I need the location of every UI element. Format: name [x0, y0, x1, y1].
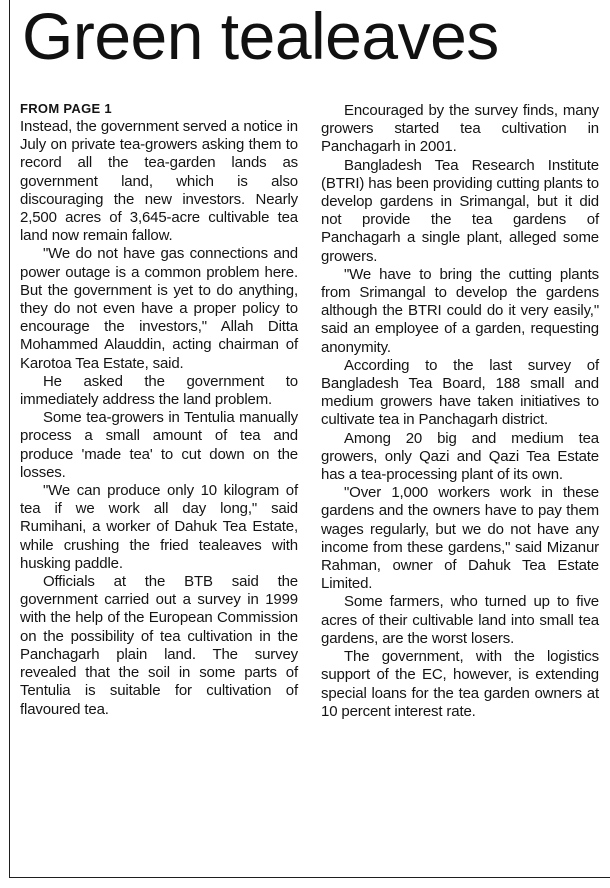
paragraph: "We have to bring the cutting plants from Srimangal to develop the gardens although the BTRI could do it very easily," said an employee of a garden, requesting anonymity.	[321, 265, 599, 356]
paragraph: "We can produce only 10 kilogram of tea if we work all day long," said Rumihani, a worker of Dahuk Tea Estate, while crushing the fried tealeaves with husking paddle.	[20, 482, 298, 572]
paragraph: The government, with the logistics support of the EC, however, is extending special loans for the tea garden owners at 10 percent interest rate.	[321, 648, 599, 720]
paragraph: "Over 1,000 workers work in these gardens and the owners have to pay them wages regularly, but we do not have any income from these gardens," said Mizanur Rahman, owner of Dahuk Tea Estate Limited.	[321, 484, 599, 593]
paragraph: Among 20 big and medium tea growers, only Qazi and Qazi Tea Estate has a tea-processing plant of its own.	[321, 429, 599, 484]
paragraph: Officials at the BTB said the government carried out a survey in 1999 with the help of the European Commission on the possibility of tea cultivation in the Panchagarh plain land. The survey revealed that the soil in some parts of Tentulia is suitable for cultivation of flavoured tea.	[20, 573, 298, 718]
paragraph: Encouraged by the survey finds, many growers started tea cultivation in Panchagarh in 2001.	[321, 102, 599, 156]
continuation-kicker: FROM PAGE 1	[20, 101, 112, 116]
paragraph: Bangladesh Tea Research Institute (BTRI) has been providing cutting plants to develop gardens in Srimangal, but it did not provide the tea gardens of Panchagarh a single plant, alleged some growers.	[321, 156, 599, 265]
left-column-rule	[9, 0, 10, 878]
article-column-right	[321, 100, 599, 721]
paragraph: According to the last survey of Bangladesh Tea Board, 188 small and medium growers have taken initiatives to cultivate tea in Panchagarh district.	[321, 356, 599, 429]
paragraph: Instead, the government served a notice in July on private tea-growers asking them to record all the tea-garden lands as government land, which is also discouraging the new investors. Nearly 2,500 acres of 3,645-acre cultivable tea land now remain fallow.	[20, 118, 298, 245]
paragraph: Some farmers, who turned up to five acres of their cultivable land into small tea gardens, are the worst losers.	[321, 593, 599, 647]
paragraph: Some tea-growers in Tentulia manually process a small amount of tea and produce 'made tea' to cut down on the losses.	[20, 409, 298, 481]
paragraph: He asked the government to immediately address the land problem.	[20, 372, 298, 409]
paragraph: "We do not have gas connections and power outage is a common problem here. But the government is yet to do anything, they do not even have a proper policy to encourage the investors," Allah Ditta Mohammed Alauddin, acting chairman of Karotoa Tea Estate, said.	[20, 245, 298, 372]
headline: Green tealeaves	[22, 0, 499, 73]
bottom-rule	[9, 877, 610, 878]
article-column-left	[20, 100, 298, 719]
